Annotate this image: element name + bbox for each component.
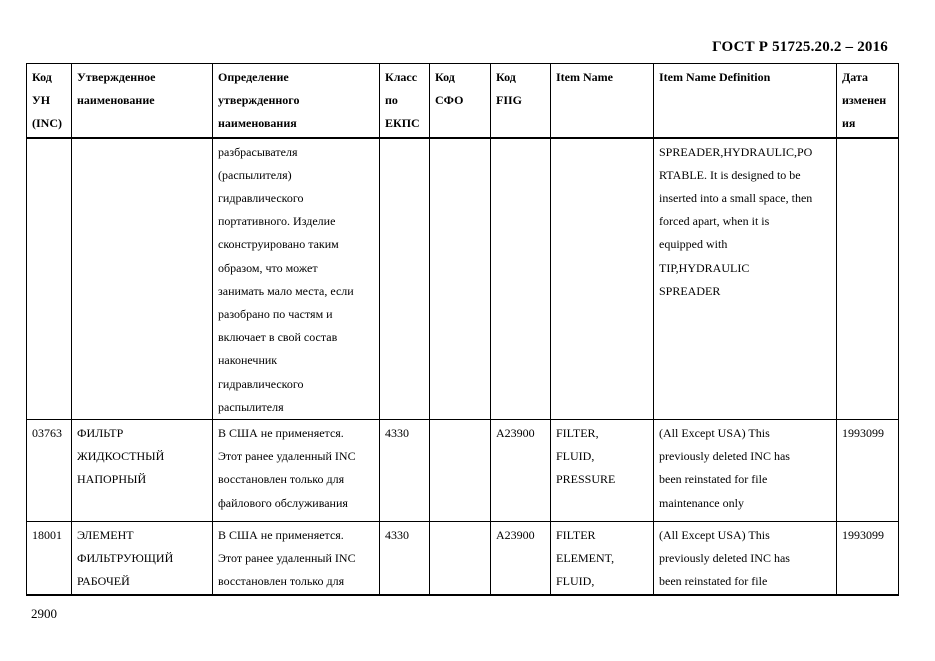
- header-change-date: [837, 64, 899, 138]
- item-definition-cell: [654, 521, 837, 594]
- header-approved-name: [72, 64, 213, 138]
- class-cell: [380, 419, 430, 521]
- header-code-fiig: [491, 64, 551, 138]
- header-line: ия: [842, 116, 856, 131]
- header-line: СФО: [435, 93, 464, 108]
- item-name-cell: [551, 138, 654, 420]
- class-cell: [380, 521, 430, 594]
- cell-line: 1993099: [842, 425, 884, 440]
- cell-line: гидравлического: [218, 190, 304, 205]
- cell-line: разобрано по частям и: [218, 306, 333, 321]
- header-line: Класс: [385, 70, 418, 84]
- approved-name-cell: [72, 138, 213, 420]
- cell-line: 1993099: [842, 527, 884, 542]
- header-line: УН: [32, 93, 51, 108]
- cell-line: восстановлен только для: [218, 472, 345, 487]
- item-name-cell: [551, 521, 654, 594]
- header-line: Код: [496, 70, 516, 84]
- cell-line: previously deleted INC has: [659, 449, 790, 464]
- item-definition-cell: [654, 138, 837, 420]
- cell-line: SPREADER,HYDRAULIC,PO: [659, 144, 813, 159]
- header-item-name-definition: [654, 64, 837, 138]
- class-cell: [380, 138, 430, 420]
- cell-line: A23900: [496, 425, 535, 440]
- item-definition-cell: [654, 419, 837, 521]
- change-date-cell: [837, 419, 899, 521]
- cell-line: equipped with: [659, 237, 728, 252]
- cell-line: (All Except USA) This: [659, 527, 770, 542]
- header-line: по: [385, 93, 398, 108]
- header-line: ЕКПС: [385, 116, 420, 131]
- cell-line: ЭЛЕМЕНТ: [77, 527, 134, 542]
- header-line: Код: [32, 70, 52, 84]
- cell-line: 03763: [32, 425, 62, 440]
- cell-line: В США не применяется.: [218, 425, 344, 440]
- fiig-cell: [491, 521, 551, 594]
- cell-line: FILTER,: [556, 425, 599, 440]
- cell-line: файлового обслуживания: [218, 495, 348, 510]
- cell-line: been reinstated for file: [659, 472, 768, 487]
- sfo-cell: [430, 521, 491, 594]
- cell-line: 4330: [385, 425, 409, 440]
- header-line: наименования: [218, 116, 297, 131]
- item-name-cell: [551, 419, 654, 521]
- inc-code-cell: [27, 138, 72, 420]
- cell-line: 18001: [32, 527, 62, 542]
- header-line: наименование: [77, 93, 155, 108]
- header-item-name: [551, 64, 654, 138]
- cell-line: FILTER: [556, 527, 596, 542]
- cell-line: SPREADER: [659, 283, 721, 298]
- header-line: изменен: [842, 93, 887, 108]
- cell-line: гидравлического: [218, 376, 304, 391]
- sfo-cell: [430, 419, 491, 521]
- cell-line: ФИЛЬТР: [77, 425, 124, 440]
- fiig-cell: [491, 419, 551, 521]
- document-header: ГОСТ Р 51725.20.2 – 2016: [712, 39, 888, 55]
- cell-line: сконструировано таким: [218, 237, 339, 252]
- cell-line: been reinstated for file: [659, 574, 768, 589]
- header-code-inc: [27, 64, 72, 138]
- definition-cell: [213, 138, 380, 420]
- cell-line: РАБОЧЕЙ: [77, 574, 130, 589]
- cell-line: FLUID,: [556, 449, 595, 464]
- header-line: (INC): [32, 116, 62, 131]
- cell-line: портативного. Изделие: [218, 214, 336, 229]
- cell-line: forced apart, when it is: [659, 214, 770, 229]
- header-name-definition: [213, 64, 380, 138]
- definition-cell: [213, 521, 380, 594]
- sfo-cell: [430, 138, 491, 420]
- cell-line: разбрасывателя: [218, 144, 298, 159]
- cell-line: Этот ранее удаленный INC: [218, 551, 356, 566]
- change-date-cell: [837, 521, 899, 594]
- cell-line: восстановлен только для: [218, 574, 345, 589]
- fiig-cell: [491, 138, 551, 420]
- cell-line: maintenance only: [659, 495, 744, 510]
- cell-line: образом, что может: [218, 260, 318, 275]
- cell-line: ФИЛЬТРУЮЩИЙ: [77, 551, 174, 566]
- header-line: Item Name: [556, 70, 613, 84]
- approved-name-cell: [72, 521, 213, 594]
- cell-line: наконечник: [218, 353, 278, 368]
- cell-line: В США не применяется.: [218, 527, 344, 542]
- cell-line: (All Except USA) This: [659, 425, 770, 440]
- cell-line: FLUID,: [556, 574, 595, 589]
- approved-name-cell: [72, 419, 213, 521]
- header-line: утвержденного: [218, 93, 300, 108]
- cell-line: PRESSURE: [556, 472, 616, 487]
- cell-line: ЖИДКОСТНЫЙ: [77, 449, 165, 464]
- cell-line: previously deleted INC has: [659, 551, 790, 566]
- header-line: FIIG: [496, 93, 523, 108]
- inc-registry-table: [26, 63, 899, 596]
- header-line: Утвержденное: [77, 70, 156, 84]
- cell-line: занимать мало места, если: [218, 283, 354, 298]
- cell-line: RTABLE. It is designed to be: [659, 167, 801, 182]
- cell-line: распылителя: [218, 399, 284, 414]
- cell-line: (распылителя): [218, 167, 292, 182]
- cell-line: A23900: [496, 527, 535, 542]
- table-row: [27, 138, 899, 420]
- header-line: Дата: [842, 70, 868, 84]
- table-header-row: [27, 64, 899, 138]
- cell-line: 4330: [385, 527, 409, 542]
- header-class-ekps: [380, 64, 430, 138]
- header-code-sfo: [430, 64, 491, 138]
- header-line: Item Name Definition: [659, 70, 771, 84]
- cell-line: включает в свой состав: [218, 330, 338, 345]
- header-line: Определение: [218, 70, 289, 84]
- inc-code-cell: [27, 419, 72, 521]
- cell-line: НАПОРНЫЙ: [77, 472, 147, 487]
- definition-cell: [213, 419, 380, 521]
- page-number: 2900: [31, 606, 57, 621]
- cell-line: TIP,HYDRAULIC: [659, 260, 750, 275]
- cell-line: inserted into a small space, then: [659, 190, 813, 205]
- header-line: Код: [435, 70, 455, 84]
- cell-line: ELEMENT,: [556, 551, 615, 566]
- table-row: [27, 521, 899, 594]
- table-row: [27, 419, 899, 521]
- cell-line: Этот ранее удаленный INC: [218, 449, 356, 464]
- change-date-cell: [837, 138, 899, 420]
- inc-code-cell: [27, 521, 72, 594]
